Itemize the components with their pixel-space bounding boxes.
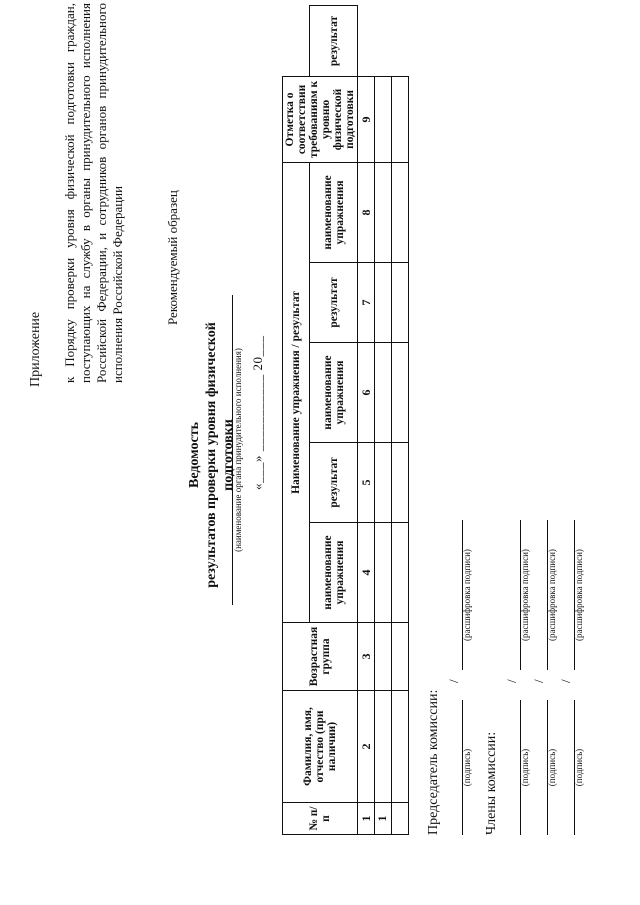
header-exercise-group: Наименование упражнения / результат — [283, 162, 310, 622]
table-header-row — [283, 6, 310, 835]
cell-exercise-name-1 — [392, 523, 409, 623]
cell-result-1 — [392, 443, 409, 523]
cell-exercise-name-3 — [375, 162, 392, 262]
date-line: «___» ___________ 20___ — [250, 335, 265, 490]
row-number — [392, 803, 409, 835]
appendix-title: Приложение — [28, 311, 43, 387]
header-mark: Отметка о соответствии требованиям к уровню физической подготовки — [283, 76, 358, 162]
appendix-reference-text: к Порядку проверки уровня физической подготовки граждан, поступающих на службу в органы принудительного исполнения Российской Федерации, и сотрудников органов принудительного исполнения Российской Федерации — [62, 3, 125, 383]
column-number: 3 — [358, 623, 375, 691]
organization-caption: (наименование органа принудительного исполнения) — [233, 348, 243, 552]
header-exercise-name-2: наименование упражнения — [309, 343, 357, 443]
header-result-1: результат — [309, 443, 357, 523]
column-number: 4 — [358, 523, 375, 623]
header-exercise-name-1: наименование упражнения — [309, 523, 357, 623]
cell-mark — [375, 76, 392, 162]
chairman-signature-caption: (подпись) — [462, 748, 472, 787]
cell-mark — [392, 76, 409, 162]
header-age-group: Возрастная группа — [283, 623, 358, 691]
cell-exercise-name-2 — [392, 343, 409, 443]
document-title-line-1: Ведомость — [187, 421, 202, 489]
column-number: 9 — [358, 76, 375, 162]
cell-exercise-name-2 — [375, 343, 392, 443]
member-separator: / — [504, 679, 519, 683]
header-full-name: Фамилия, имя, отчество (при наличии) — [283, 691, 358, 803]
chairman-decoding-caption: (расшифровка подписи) — [462, 549, 472, 641]
column-number: 5 — [358, 443, 375, 523]
member-signature-caption: (подпись) — [547, 748, 557, 787]
cell-result-2 — [392, 263, 409, 343]
members-label: Члены комиссии: — [484, 731, 499, 835]
header-result-3: результат — [309, 6, 357, 77]
member-decoding-caption: (расшифровка подписи) — [520, 549, 530, 641]
member-separator: / — [558, 679, 573, 683]
chairman-label: Председатель комиссии: — [426, 689, 441, 835]
cell-exercise-name-1 — [375, 523, 392, 623]
document-title-line-2: результатов проверки уровня физической подготовки — [204, 322, 237, 588]
cell-age-group — [392, 623, 409, 691]
column-number: 1 — [358, 803, 375, 835]
table-row — [392, 6, 409, 835]
member-signature-caption: (подпись) — [574, 748, 584, 787]
column-number: 7 — [358, 263, 375, 343]
cell-full-name — [392, 691, 409, 803]
cell-result-2 — [375, 263, 392, 343]
column-number: 8 — [358, 162, 375, 262]
cell-result-1 — [375, 443, 392, 523]
column-number: 6 — [358, 343, 375, 443]
document-title — [186, 305, 237, 605]
results-table — [282, 5, 409, 835]
column-number-row — [358, 6, 375, 835]
cell-exercise-name-3 — [392, 162, 409, 262]
member-decoding-caption: (расшифровка подписи) — [574, 549, 584, 641]
member-decoding-caption: (расшифровка подписи) — [547, 549, 557, 641]
member-signature-caption: (подпись) — [520, 748, 530, 787]
header-number: № п/п — [283, 803, 358, 835]
cell-age-group — [375, 623, 392, 691]
member-separator: / — [531, 679, 546, 683]
chairman-separator: / — [446, 679, 461, 683]
row-number: 1 — [375, 803, 392, 835]
column-number: 2 — [358, 691, 375, 803]
cell-full-name — [375, 691, 392, 803]
header-result-2: результат — [309, 263, 357, 343]
sample-label: Рекомендуемый образец — [165, 190, 180, 325]
table-row — [375, 6, 392, 835]
header-exercise-name-3: наименование упражнения — [309, 162, 357, 262]
